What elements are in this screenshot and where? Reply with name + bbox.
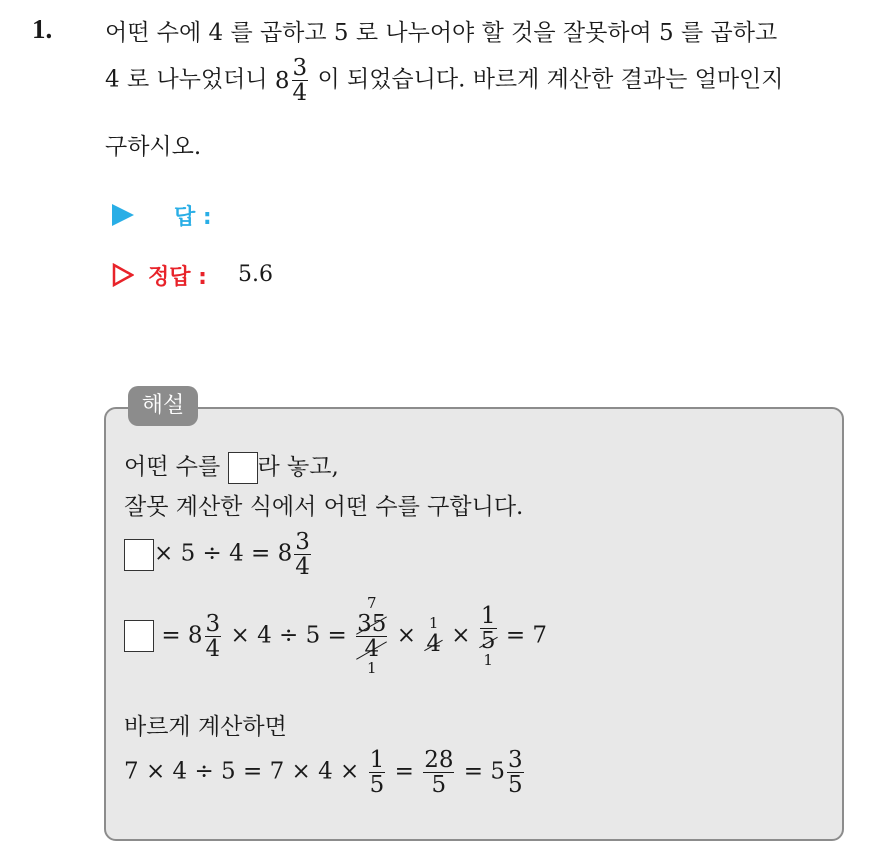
eq3-den3: 5 [508, 772, 523, 799]
question-line-2 [105, 56, 783, 105]
blank-box [124, 620, 154, 652]
eq1-den: 4 [295, 554, 310, 581]
question-line-2-after: 이 되었습니다. 바르게 계산한 결과는 얼마인지 [310, 66, 784, 93]
eq3-num3: 3 [508, 747, 523, 773]
eq2-den2: 4 [356, 637, 387, 661]
answer-label: 답 : [174, 205, 212, 230]
fraction-denominator: 4 [292, 80, 308, 107]
mixed-fraction [292, 56, 309, 105]
eq2-cancel-top: 7 [366, 594, 377, 612]
eq2-cancel-bot1: 1 [366, 659, 377, 678]
correct-play-outline-icon [112, 263, 134, 287]
eq2-den1: 4 [205, 635, 221, 662]
solution-equation-3 [124, 748, 526, 797]
eq1-num: 3 [295, 529, 310, 555]
eq3-part1: 7 × 4 ÷ 5 = 7 × 4 × [124, 758, 360, 785]
eq3-num1: 1 [369, 747, 385, 773]
eq3-fraction-3 [507, 748, 524, 797]
eq2-num2: 35 [357, 610, 387, 637]
question-line-1: 어떤 수에 4 를 곱하고 5 로 나누어야 할 것을 잘못하여 5 를 곱하고 [105, 20, 778, 46]
eq2-cancel-bot2: 1 [483, 651, 493, 670]
eq3-fraction-2 [423, 748, 454, 797]
eq2-fraction-3 [480, 604, 497, 669]
fraction-numerator: 3 [292, 55, 308, 81]
solution-line-1 [124, 448, 339, 484]
eq1-fraction [294, 530, 311, 579]
eq2-times2: × [451, 622, 471, 649]
eq2-times1: × [396, 622, 416, 649]
eq1-ops: × 5 ÷ 4 = 8 [154, 540, 293, 567]
eq2-cancel-fraction [356, 596, 387, 677]
solution-line-2: 잘못 계산한 식에서 어떤 수를 구합니다. [124, 494, 524, 520]
eq2-result: = 7 [505, 622, 548, 649]
eq3-den1: 5 [369, 772, 385, 799]
eq3-eq1: = [394, 758, 414, 785]
question-line-3: 구하시오. [105, 134, 202, 160]
solution-line-1-before: 어떤 수를 [124, 454, 228, 480]
eq2-cancel-four [425, 616, 442, 656]
eq3-num2: 28 [424, 747, 454, 773]
solution-tab: 해설 [128, 386, 198, 426]
blank-box [228, 452, 258, 484]
question-number: 1. [32, 14, 53, 44]
blank-box [124, 539, 154, 571]
eq2-four: 4 [426, 631, 441, 658]
answer-play-icon [112, 204, 134, 226]
eq3-den2: 5 [431, 772, 447, 799]
eq2-den3: 5 [480, 628, 496, 655]
eq3-eq2: = 5 [463, 758, 505, 785]
mixed-whole: 8 [274, 67, 290, 94]
solution-line-correct: 바르게 계산하면 [124, 714, 287, 740]
eq2-part2: × 4 ÷ 5 = [230, 622, 347, 649]
eq3-fraction-1 [369, 748, 386, 797]
correct-label: 정답 : [148, 265, 207, 290]
question-line-2-before: 4 로 나누었더니 [105, 66, 275, 93]
eq2-num3: 1 [480, 602, 496, 629]
eq2-fraction-1 [205, 612, 222, 661]
correct-value: 5.6 [238, 262, 273, 287]
solution-equation-1 [124, 530, 313, 579]
eq2-num1: 3 [205, 610, 221, 637]
eq2-part1: = 8 [161, 622, 203, 649]
solution-equation-2 [124, 596, 547, 677]
solution-line-1-after: 라 놓고, [257, 454, 339, 480]
eq2-cancel-top2: 1 [428, 614, 439, 633]
